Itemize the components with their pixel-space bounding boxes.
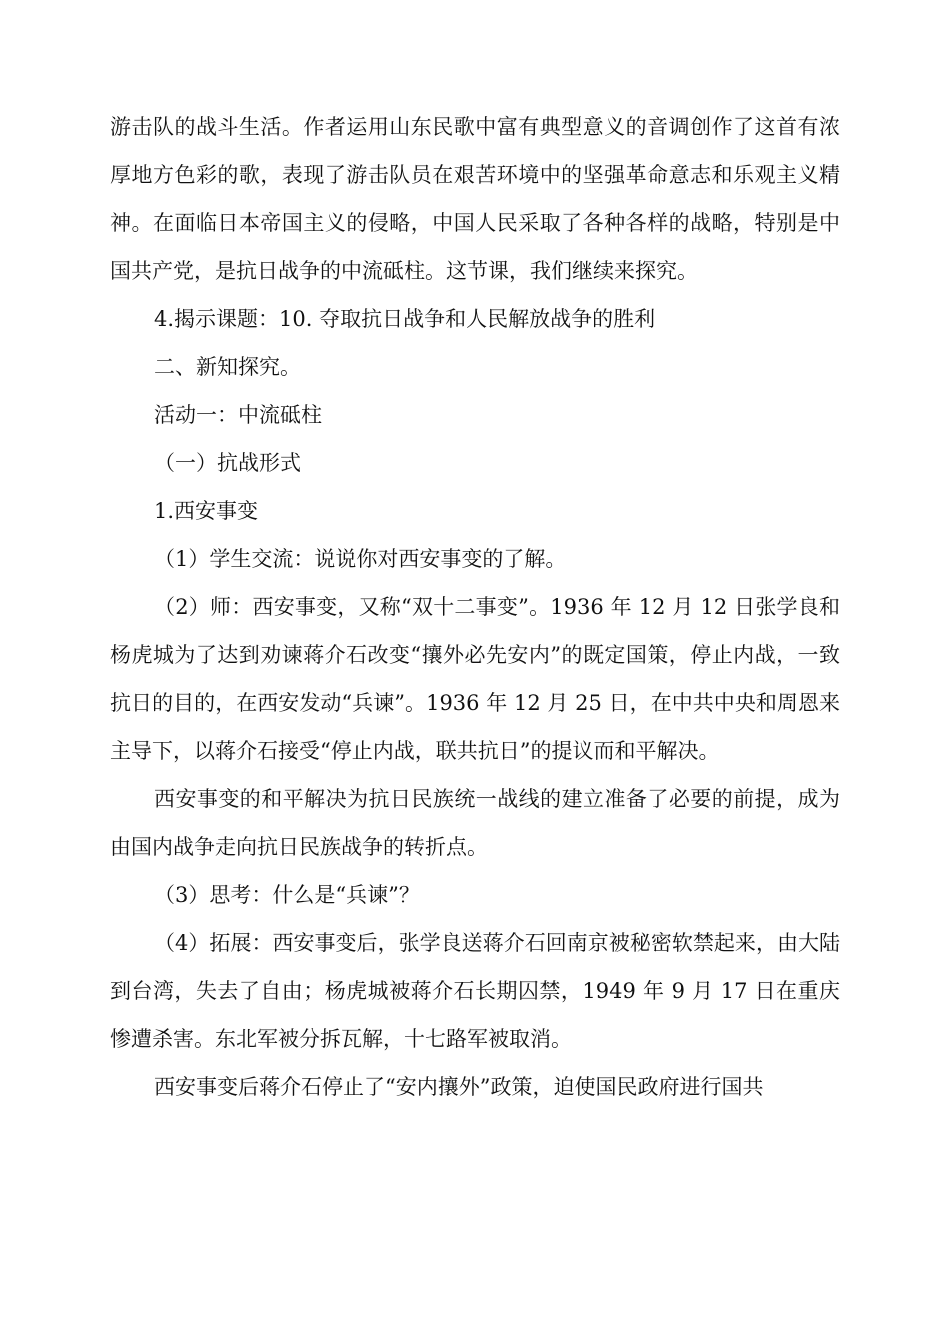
paragraph-step-2: （2）师：西安事变，又称“双十二事变”。1936 年 12 月 12 日张学良和杨虎城为了达到劝谏蒋介石改变“攘外必先安内”的既定国策，停止内战，一致抗日的目的，在西安发动“兵谏”。1936 年 12 月 25 日，在中共中央和周恩来主导下，以蒋介石接受“停止内战，联共抗日”的提议而和平解决。 bbox=[110, 595, 840, 763]
activity-heading: 活动一：中流砥柱 bbox=[154, 403, 322, 427]
document-page bbox=[110, 103, 840, 1111]
paragraph-topic-reveal: 4.揭示课题：10. 夺取抗日战争和人民解放战争的胜利 bbox=[154, 307, 656, 331]
section-heading: 二、新知探究。 bbox=[154, 355, 301, 379]
paragraph-significance: 西安事变的和平解决为抗日民族统一战线的建立准备了必要的前提，成为由国内战争走向抗日民族战争的转折点。 bbox=[110, 787, 840, 859]
paragraph-step-3: （3）思考：什么是“兵谏”？ bbox=[154, 883, 420, 907]
subsection-heading: （一）抗战形式 bbox=[154, 451, 301, 475]
paragraph-step-1: （1）学生交流：说说你对西安事变的了解。 bbox=[154, 547, 567, 571]
paragraph-intro-continuation: 游击队的战斗生活。作者运用山东民歌中富有典型意义的音调创作了这首有浓厚地方色彩的歌，表现了游击队员在艰苦环境中的坚强革命意志和乐观主义精神。在面临日本帝国主义的侵略，中国人民采取了各种各样的战略，特别是中国共产党，是抗日战争的中流砥柱。这节课，我们继续来探究。 bbox=[110, 115, 840, 283]
paragraph-step-4: （4）拓展：西安事变后，张学良送蒋介石回南京被秘密软禁起来，由大陆到台湾，失去了自由；杨虎城被蒋介石长期囚禁，1949 年 9 月 17 日在重庆惨遭杀害。东北军被分拆瓦解，十七路军被取消。 bbox=[110, 931, 840, 1051]
paragraph-aftermath: 西安事变后蒋介石停止了“安内攘外”政策，迫使国民政府进行国共 bbox=[154, 1075, 764, 1099]
item-heading: 1.西安事变 bbox=[154, 499, 259, 523]
